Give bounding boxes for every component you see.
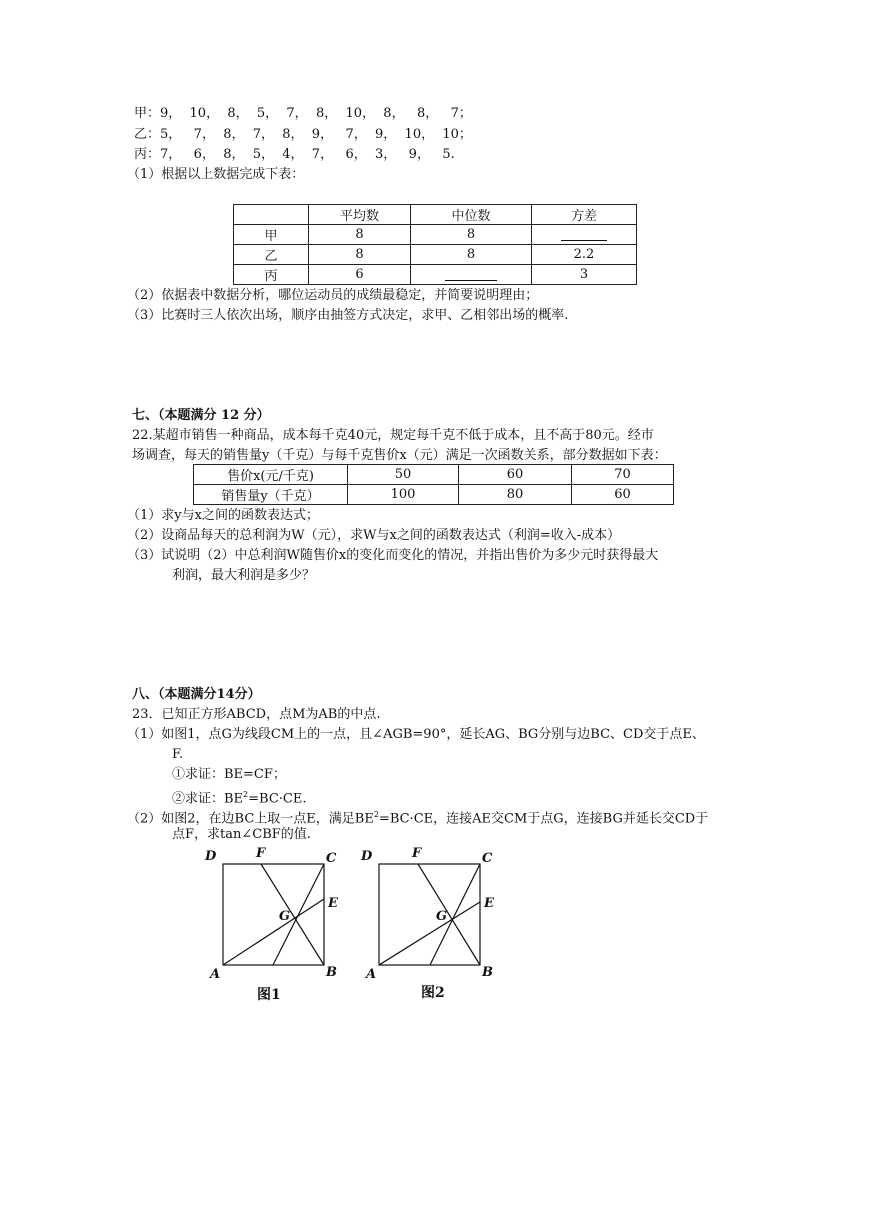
section8-heading: 八、（本题满分14分） [132,687,261,702]
price-cell: 70 [572,465,674,485]
label-b-2: B [482,965,493,980]
q21-part1: （1）根据以上数据完成下表： [127,167,305,182]
label-d-2: D [361,849,373,864]
q23-part1-i: ①求证：BE=CF； [172,767,286,782]
label-b-1: B [326,965,337,980]
label-c-1: C [326,851,337,866]
price-cell: 50 [348,465,459,485]
square-abcd-1 [223,864,324,965]
q22-part1: （1）求y与x之间的函数表达式； [127,508,319,523]
row-name: 甲 [234,225,309,245]
sales-cell: 100 [348,485,459,505]
text-segment: ②求证：BE [172,791,244,807]
superscript: 2 [373,810,379,819]
label-e-2: E [484,896,494,911]
figure-1 [223,864,324,965]
sales-cell: 60 [572,485,674,505]
figure-2 [379,864,480,965]
caption-fig2: 图2 [421,985,445,1001]
label-c-2: C [482,851,493,866]
data-line-jia: 甲：9， 10， 8， 5， 7， 8， 10， 8， 8， 7； [134,106,472,121]
square-abcd-2 [379,864,480,965]
row-name: 乙 [234,245,309,265]
row-name: 丙 [234,265,309,285]
q21-part2: （2）依据表中数据分析，哪位运动员的成绩最稳定，并简要说明理由； [127,288,539,303]
label-a-1: A [210,967,221,982]
q22-part3-line2: 利润，最大利润是多少？ [172,568,316,583]
text-segment: =BC·CE，连接AE交CM于点G，连接BG并延长交CD于 [378,811,709,827]
line-ae-2 [379,902,480,965]
row-mean: 6 [309,265,411,285]
text-segment: =BC·CE. [248,791,307,807]
label-d-1: D [205,849,217,864]
table-header-cell: 方差 [532,205,637,225]
q22-line1: 22.某超市销售一种商品，成本每千克40元，规定每千克不低于成本，且不高于80元。经市 [132,428,654,443]
label-g-2: G [436,909,448,924]
q23-part1-line2: F. [172,747,184,762]
line-bf-1 [261,864,324,965]
row-median: 8 [411,225,532,245]
label-e-1: E [328,896,338,911]
data-line-bing: 丙：7， 6， 8， 5， 4， 7， 6， 3， 9， 5. [134,147,455,162]
data-line-yi: 乙：5， 7， 8， 7， 8， 9， 7， 9， 10， 10； [134,127,472,142]
q23-intro: 23．已知正方形ABCD，点M为AB的中点. [132,707,381,722]
q22-part2: （2）设商品每天的总利润为W（元），求W与x之间的函数表达式（利润=收入-成本） [127,528,621,543]
row-variance: 3 [532,265,637,285]
row-median: 8 [411,245,532,265]
superscript: 2 [243,790,249,799]
label-f-1: F [256,846,266,861]
table-header-cell: 平均数 [309,205,411,225]
sales-cell: 80 [459,485,572,505]
label-f-2: F [412,846,422,861]
q23-part1-line1: （1）如图1，点G为线段CM上的一点，且∠AGB=90°，延长AG、BG分别与边BC、CD交于点E、 [127,727,705,742]
price-cell: 60 [459,465,572,485]
line-ae-1 [223,899,324,965]
q22-line2: 场调查，每天的销售量y（千克）与每千克售价x（元）满足一次函数关系，部分数据如下表： [132,448,667,463]
q23-part2-line2: 点F，求tan∠CBF的值. [172,827,311,842]
caption-fig1: 图1 [257,987,281,1003]
section7-heading: 七、（本题满分 12 分） [132,408,270,423]
label-g-1: G [279,909,291,924]
label-a-2: A [366,967,377,982]
table-header-cell: 中位数 [411,205,532,225]
text-segment: （2）如图2，在边BC上取一点E，满足BE [127,811,374,827]
q21-part3: （3）比赛时三人依次出场，顺序由抽签方式决定，求甲、乙相邻出场的概率. [127,308,569,323]
sales-label: 销售量y（千克） [194,485,348,505]
row-mean: 8 [309,245,411,265]
price-label: 售价x(元/千克) [194,465,348,485]
row-mean: 8 [309,225,411,245]
line-bf-2 [418,864,480,965]
q22-part3-line1: （3）试说明（2）中总利润W随售价x的变化而变化的情况，并指出售价为多少元时获得最大 [127,548,659,563]
row-variance: 2.2 [532,245,637,265]
